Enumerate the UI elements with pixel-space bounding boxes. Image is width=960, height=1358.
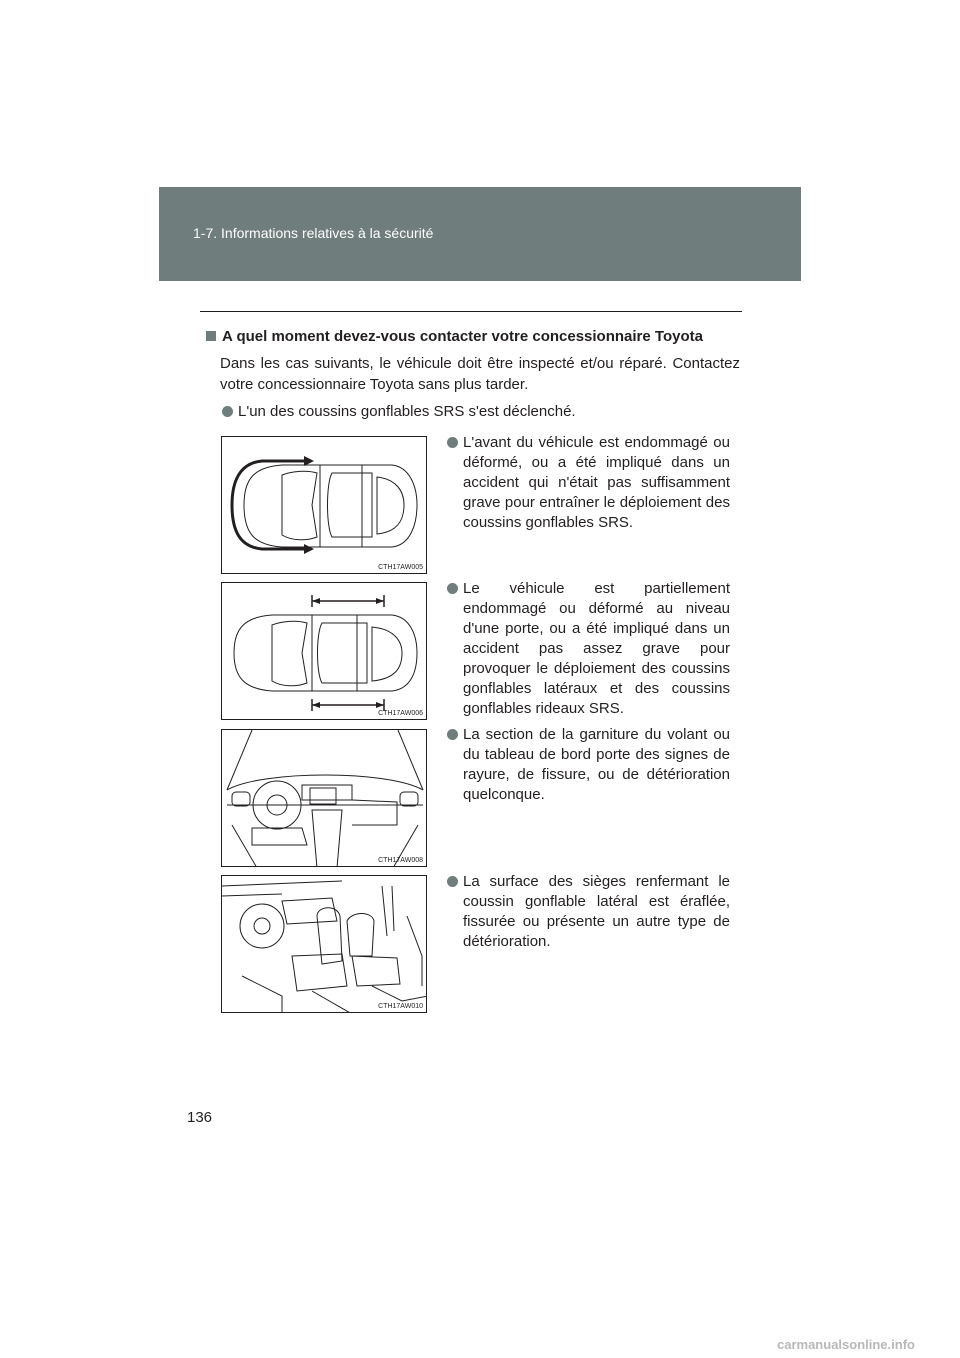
list-item	[463, 579, 730, 719]
bullet-icon	[447, 729, 458, 740]
figure-front-damage	[221, 436, 427, 574]
figure-side-damage	[221, 582, 427, 720]
square-bullet-icon	[206, 331, 216, 341]
figure-code: CTH17AW005	[378, 564, 423, 571]
list-item-text: L'avant du véhicule est endommagé ou déformé, ou a été impliqué dans un accident qui n'était pas suffisamment grave pour entraîner le déploiement des coussins gonflables SRS.	[463, 434, 730, 531]
watermark: carmanualsonline.info	[777, 1337, 915, 1352]
list-item	[463, 433, 730, 533]
seats-illustration	[222, 876, 427, 1013]
car-top-view-illustration	[222, 583, 427, 720]
figure-dashboard	[221, 729, 427, 867]
figure-seats	[221, 875, 427, 1013]
section-heading	[206, 328, 703, 345]
page-number: 136	[187, 1109, 213, 1126]
bullet-icon	[222, 406, 233, 417]
list-item-text: L'un des coussins gonflables SRS s'est déclenché.	[238, 403, 576, 420]
divider	[200, 311, 742, 312]
figure-code: CTH17AW006	[378, 710, 423, 717]
list-item	[238, 402, 738, 422]
header-band	[159, 187, 801, 281]
bullet-icon	[447, 876, 458, 887]
list-item-text: La section de la garniture du volant ou du tableau de bord porte des signes de rayure, de fissure, ou de détérioration quelconque.	[463, 726, 730, 803]
list-item	[463, 725, 730, 805]
list-item	[463, 872, 730, 952]
car-top-view-illustration	[222, 437, 427, 574]
figure-code: CTH17AW008	[378, 857, 423, 864]
figure-code: CTH17AW010	[378, 1003, 423, 1010]
dashboard-illustration	[222, 730, 427, 867]
bullet-icon	[447, 583, 458, 594]
bullet-icon	[447, 437, 458, 448]
section-title: 1-7. Informations relatives à la sécurité	[193, 225, 434, 241]
intro-paragraph: Dans les cas suivants, le véhicule doit être inspecté et/ou réparé. Contactez votre concessionnaire Toyota sans plus tarder.	[220, 355, 740, 393]
list-item-text: La surface des sièges renfermant le coussin gonflable latéral est éraflée, fissurée ou présente un autre type de détérioration.	[463, 873, 730, 950]
heading-text: A quel moment devez-vous contacter votre concessionnaire Toyota	[222, 328, 703, 345]
list-item-text: Le véhicule est partiellement endommagé ou déformé au niveau d'une porte, ou a été impliqué dans un accident pas assez grave pour provoquer le déploiement des coussins gonflables latéraux et des coussins gonflables rideaux SRS.	[463, 580, 730, 717]
